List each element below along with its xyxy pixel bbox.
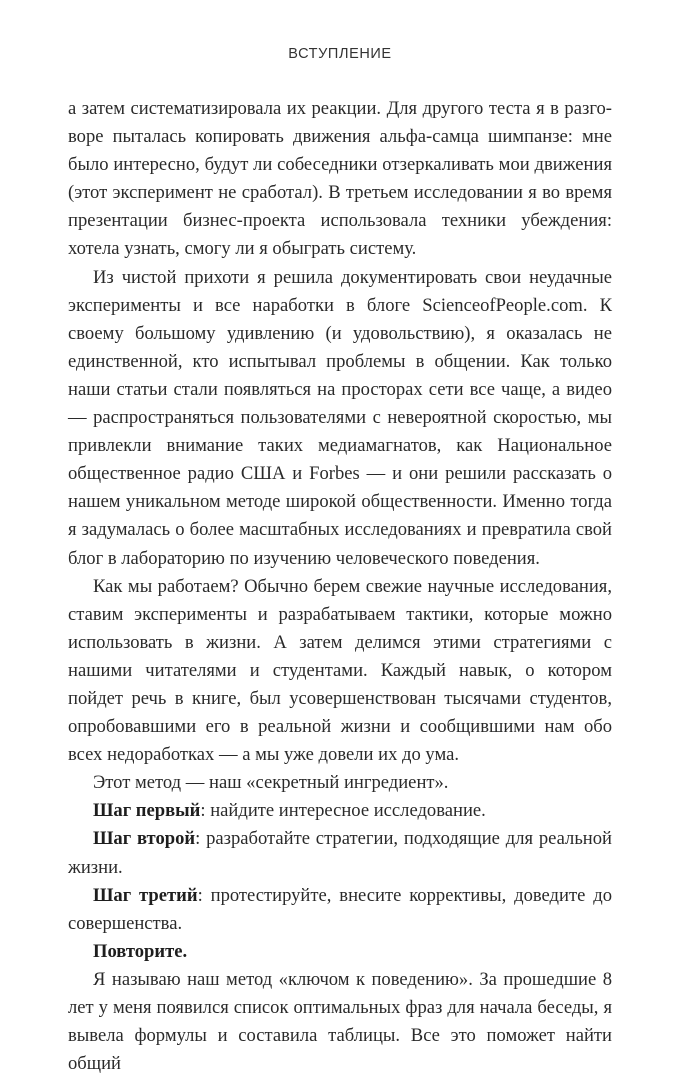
step-3 (68, 882, 612, 938)
running-head: ВСТУПЛЕНИЕ (288, 46, 392, 62)
step-1 (68, 797, 612, 825)
step-1-text: : найдите интересное исследование. (200, 800, 486, 822)
step-3-label: Шаг третий (93, 884, 198, 906)
step-2 (68, 825, 612, 881)
step-2-label: Шаг второй (93, 828, 196, 850)
paragraph-5: Я называю наш метод «ключом к поведению». За прошедшие 8 лет у меня появился список оптимальных фраз для начала беседы, я вывела формулы и составила таблицы. Все это поможет найти общий (68, 968, 612, 1075)
paragraph-2: Из чистой прихоти я решила документировать свои неудачные эксперименты и все наработки в блоге ScienceofPeople.com. К своему большому удивлению (и удовольствию), я оказалась не единственной, кто испытывал проблемы в общении. Как только наши статьи стали появляться на просторах сети все чаще, а видео — распространяться пользователями с невероятной скоростью, мы привлекли внимание таких медиамагнатов, как Национальное общественное радио США и Forbes — и они решили рассказать о нашем уникальном методе широкой общественности. Именно тогда я задумалась о более масштабных исследованиях и превратила свой блог в лабораторию по изучению человеческого поведения. (68, 266, 612, 569)
step-1-label: Шаг первый (93, 800, 201, 822)
step-3-text: : протестируйте, внесите коррективы, доведите до совершенства. (68, 884, 612, 934)
paragraph-3: Как мы работаем? Обычно берем свежие научные исследования, ставим эксперименты и разрабатываем тактики, которые можно использовать в жизни. А затем делимся этими стратегиями с нашими читателями и студентами. Каждый навык, о котором пойдет речь в книге, был усовершенствован тысячами студентов, опробовавшими его в реальной жизни и сообщившими нам обо всех недоработках — а мы уже довели их до ума. (68, 575, 612, 766)
repeat-line (68, 938, 612, 966)
paragraph-4: Этот метод — наш «секретный ингредиент». (93, 772, 449, 794)
page-body (68, 95, 612, 1078)
step-2-text: : разработайте стратегии, подходящие для реальной жизни. (68, 828, 613, 878)
paragraph-1: а затем систематизировала их реакции. Для другого теста я в разговоре пыталась копировать движения альфа-самца шимпанзе: мне было интересно, будут ли собеседники отзеркаливать мои движения (этот эксперимент не сработал). В третьем исследовании я во время презентации бизнес-проекта использовала техники убеждения: хотела узнать, смогу ли я обыграть систему. (68, 98, 612, 260)
repeat-label: Повторите. (93, 940, 188, 962)
